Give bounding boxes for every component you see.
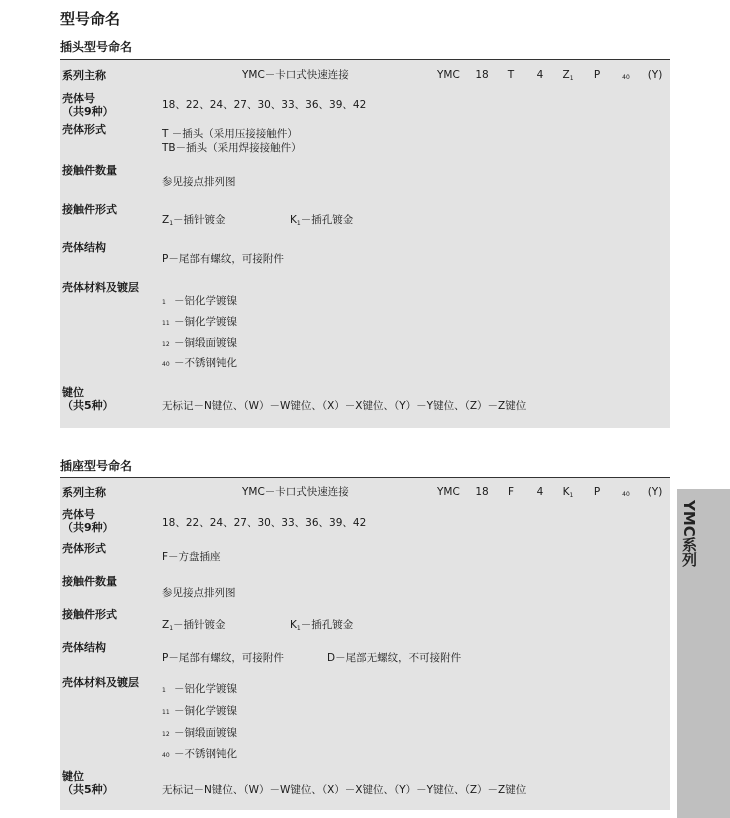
plug-code-size: 18: [475, 69, 489, 81]
socket-code-key: (Y): [647, 486, 663, 498]
plug-shell-form-2: TB－插头（采用焊接接触件）: [162, 142, 302, 154]
plug-code-contacts: 4: [536, 69, 544, 81]
socket-structure-value-2: D－尾部无螺纹，不可接附件: [327, 652, 462, 664]
plug-material-item: 11 －铜化学镀镍: [162, 316, 237, 328]
socket-series-value: YMC－卡口式快速连接: [242, 486, 349, 498]
socket-code-ymc: YMC: [437, 486, 460, 498]
socket-code-size: 18: [475, 486, 489, 498]
socket-contact-pin: $Z_1-$插针镀金: [162, 619, 226, 632]
plug-material-item: 12 －铜缎面镀镍: [162, 337, 237, 349]
plug-shell-no-value: 18、22、24、27、30、33、36、39、42: [162, 99, 367, 111]
series-side-label: YMC系列: [680, 500, 698, 567]
socket-material-item: 12 －铜缎面镀镍: [162, 727, 237, 739]
socket-material-item: 1 －铝化学镀镍: [162, 683, 237, 695]
socket-heading: 插座型号命名: [60, 459, 133, 473]
socket-material-item: 40 －不锈钢钝化: [162, 748, 237, 760]
socket-contact-count-label: 接触件数量: [62, 575, 117, 588]
plug-key-label: 键位 （共5种）: [62, 386, 114, 412]
socket-contact-count-value: 参见接点排列图: [162, 587, 236, 599]
plug-contact-hole: $K_1-$插孔镀金: [290, 214, 354, 227]
plug-material-item: 1 －铝化学镀镍: [162, 295, 237, 307]
socket-code-shell: F: [507, 486, 515, 498]
plug-code-ymc: YMC: [437, 69, 460, 81]
socket-shell-form-label: 壳体形式: [62, 542, 106, 555]
socket-key-value: 无标记－N键位、（W）－W键位、（X）－X键位、（Y）－Y键位、（Z）－Z键位: [162, 784, 527, 796]
socket-structure-value: P－尾部有螺纹，可接附件: [162, 652, 284, 664]
plug-structure-value: P－尾部有螺纹，可接附件: [162, 253, 284, 265]
plug-material-item: 40 －不锈钢钝化: [162, 357, 237, 369]
plug-code-structure: P: [593, 69, 601, 81]
plug-shell-form-label: 壳体形式: [62, 123, 106, 136]
plug-code-shell: T: [507, 69, 515, 81]
socket-key-label: 键位 （共5种）: [62, 770, 114, 796]
plug-contact-count-label: 接触件数量: [62, 164, 117, 177]
plug-heading: 插头型号命名: [60, 40, 133, 54]
socket-code-contacts: 4: [536, 486, 544, 498]
plug-key-value: 无标记－N键位、（W）－W键位、（X）－X键位、（Y）－Y键位、（Z）－Z键位: [162, 400, 527, 412]
plug-material-label: 壳体材料及镀层: [62, 281, 139, 294]
plug-contact-count-value: 参见接点排列图: [162, 176, 236, 188]
socket-code-material: 40: [622, 491, 630, 498]
socket-series-label: 系列主称: [62, 486, 106, 499]
plug-code-key: (Y): [647, 69, 663, 81]
socket-shell-form-1: F－方盘插座: [162, 551, 221, 563]
socket-material-item: 11 －铜化学镀镍: [162, 705, 237, 717]
plug-series-value: YMC－卡口式快速连接: [242, 69, 349, 81]
socket-material-label: 壳体材料及镀层: [62, 676, 139, 689]
page-title: 型号命名: [60, 10, 121, 28]
socket-shell-no-value: 18、22、24、27、30、33、36、39、42: [162, 517, 367, 529]
plug-code-contact-form: $Z_1$: [562, 69, 574, 82]
plug-series-label: 系列主称: [62, 69, 106, 82]
socket-structure-label: 壳体结构: [62, 641, 106, 654]
plug-structure-label: 壳体结构: [62, 241, 106, 254]
plug-contact-pin: $Z_1-$插针镀金: [162, 214, 226, 227]
socket-code-structure: P: [593, 486, 601, 498]
socket-shell-no-label: 壳体号 （共9种）: [62, 508, 114, 534]
plug-code-material: 40: [622, 74, 630, 81]
socket-contact-form-label: 接触件形式: [62, 608, 117, 621]
plug-shell-form-1: T －插头（采用压接接触件）: [162, 128, 298, 140]
plug-contact-form-label: 接触件形式: [62, 203, 117, 216]
socket-code-contact-form: $K_1$: [562, 486, 574, 499]
plug-shell-no-label: 壳体号 （共9种）: [62, 92, 114, 118]
socket-contact-hole: $K_1-$插孔镀金: [290, 619, 354, 632]
